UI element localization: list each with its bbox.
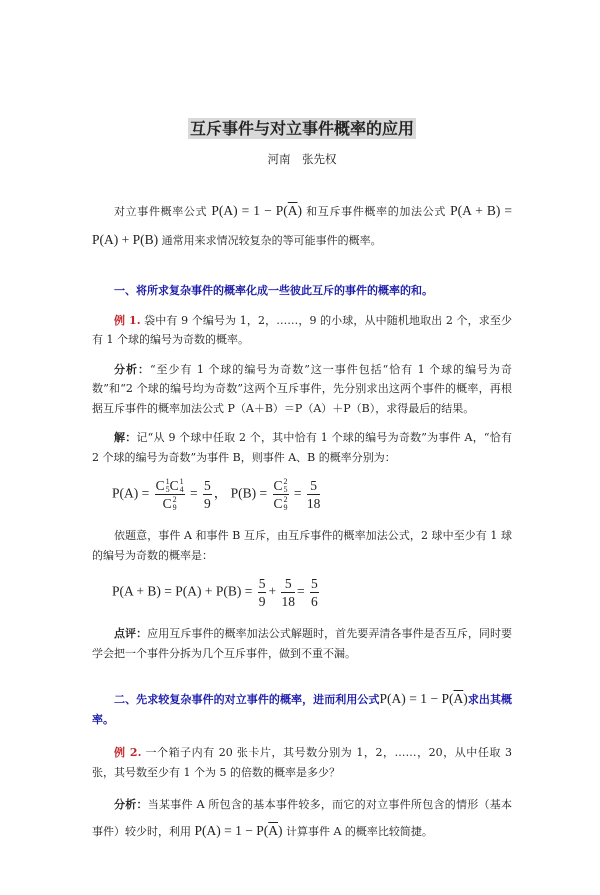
- section2-heading: 二、先求较复杂事件的对立事件的概率，进而利用公式$P(A) = 1 - P(\overline{A})$求出其概率。: [92, 691, 513, 726]
- author: 河南 张先权: [267, 152, 337, 166]
- paragraph-mutually-exclusive: 依题意，事件 A 和事件 B 互斥，由互斥事件的概率加法公式，2 球中至少有 1 球的编号为奇数的概率是：: [92, 529, 512, 562]
- formula-pa-pb: P(A) = C 1 5 C 1 4 C 2 9 = $\frac{5}{9}$ ， P(B) = C 2 5 C 2 9 = $\frac{5}{18}$: [112, 476, 321, 512]
- example1: 例 1. 袋中有 9 个编号为 1，2，……，9 的小球，从中随机地取出 2 个，求至少有 1 个球的编号为奇数的概率。: [92, 313, 512, 346]
- fraction-c52-over-c92: C 2 5 C 2 9: [273, 476, 288, 512]
- document-title: 互斥事件与对立事件概率的应用: [189, 119, 414, 138]
- example2: 例 2. 一个箱子内有 20 张卡片，其号数分别为 1，2，……，20，从中任取 3 张，其号数至少有 1 个为 5 的倍数的概率是多少？: [92, 746, 512, 779]
- analysis2: 分析：当某事件 A 所包含的基本事件较多，而它的对立事件所包含的情形（基本事件）较少时，利用 $P(A) = 1 - P(\overline{A})$ 计算事件 A 的概率比较简捷。: [92, 798, 513, 838]
- intro-paragraph: 对立事件概率公式 $P(A) = 1 - P(\overline{A})$ 和互斥事件概率的加法公式 P(A + B) = P(A) + P(B) 通常用来求情况较复杂的等可能事件的概率。: [92, 203, 512, 247]
- analysis1: 分析：“至少有 1 个球的编号为奇数”这一事件包括“恰有 1 个球的编号为奇数”和“2 个球的编号均为奇数”这两个互斥事件，先分别求出这两个事件的概率，再根据互斥事件的概率加法公式 P（A＋B）＝P（A）＋P（B），求得最后的结果。: [92, 362, 513, 415]
- fraction-5-9: $\frac{5}{9}$: [204, 478, 211, 511]
- fraction-5-18: $\frac{5}{18}$: [306, 478, 321, 511]
- formula-sum: P(A + B) = P(A) + P(B) = $\frac{5}{9}$ + $\frac{5}{18}$ = $\frac{5}{6}$: [112, 576, 318, 609]
- fraction-c51c41-over-c92: C 1 5 C 1 4 C 2 9: [155, 476, 184, 512]
- comment1: 点评：应用互斥事件的概率加法公式解题时，首先要弄清各事件是否互斥，同时要学会把一个事件分拆为几个互斥事件，做到不重不漏。: [92, 627, 512, 660]
- solution1: 解：记“从 9 个球中任取 2 个，其中恰有 1 个球的编号为奇数”为事件 A，“恰有 2 个球的编号为奇数”为事件 B，则事件 A、B 的概率分别为：: [92, 431, 512, 464]
- section1-heading: 一、将所求复杂事件的概率化成一些彼此互斥的事件的概率的和。: [114, 284, 433, 297]
